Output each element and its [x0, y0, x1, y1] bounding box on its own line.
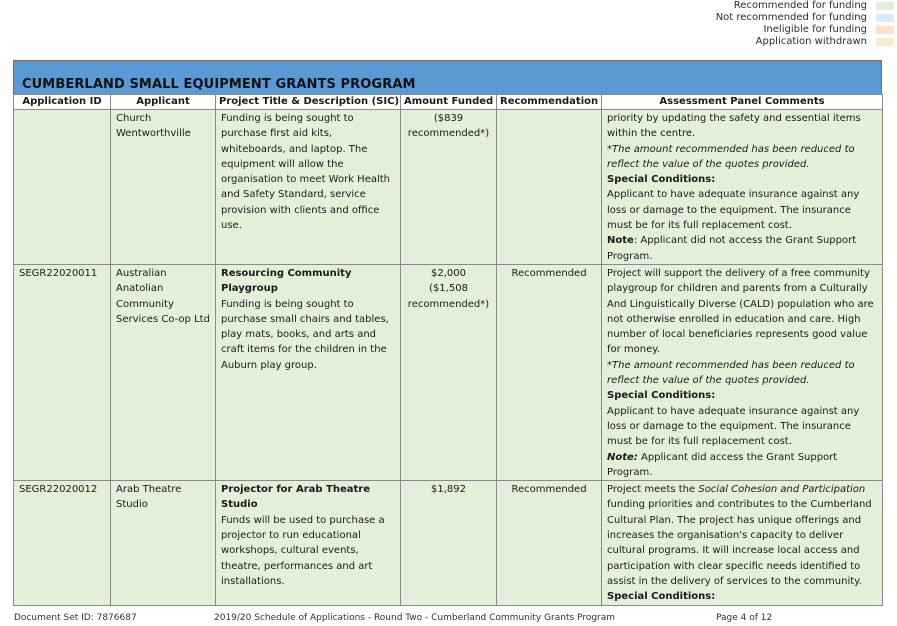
amount-requested: $2,000 [431, 267, 466, 279]
col-header-amount: Amount Funded [401, 95, 497, 110]
cell-recommendation: Recommended [497, 481, 602, 605]
cell-applicant: Church Wentworthville [111, 110, 216, 265]
legend-item-recommended [600, 0, 897, 12]
page-footer [14, 612, 884, 626]
cell-comments [602, 110, 883, 265]
cell-amount [401, 264, 497, 480]
legend-swatch [876, 2, 894, 10]
cell-application-id [14, 110, 111, 265]
program-title: CUMBERLAND SMALL EQUIPMENT GRANTS PROGRAM [22, 77, 416, 92]
note-label: Note [607, 235, 634, 247]
cell-application-id: SEGR22020011 [14, 264, 111, 480]
table-header-row [14, 95, 883, 110]
project-description: Funding is being sought to purchase first aid kits, whiteboards, and laptop. The equipment will allow the organisation to meet Work Health and Safety Standard, service provision with clients and office use. [221, 113, 391, 232]
project-description: Funds will be used to purchase a projector to run educational workshops, cultural events, theatre, performances and art installations. [221, 514, 385, 587]
footer-doc-title: 2019/20 Schedule of Applications - Round Two - Cumberland Community Grants Program [214, 613, 616, 623]
special-conditions-heading: Special Conditions: [607, 591, 716, 603]
program-title-bar [13, 60, 882, 95]
cell-application-id: SEGR22020012 [14, 481, 111, 605]
legend-item-ineligible [600, 24, 897, 36]
special-conditions-heading: Special Conditions: [607, 174, 716, 186]
cell-applicant: Australian Anatolian Community Services Co-op Ltd [111, 264, 216, 480]
cell-amount: ($839 recommended*) [401, 110, 497, 265]
grants-table [13, 94, 883, 606]
col-header-application-id: Application ID [14, 95, 111, 110]
note-text: Applicant did access the Grant Support Program. [607, 451, 838, 478]
col-header-project: Project Title & Description (SIC) [216, 95, 401, 110]
footer-page-number: Page 4 of 12 [716, 613, 773, 623]
project-description: Funding is being sought to purchase small chairs and tables, play mats, books, and arts and craft items for the children in the Auburn play group. [221, 298, 389, 371]
note-text: : Applicant did not access the Grant Support Program. [607, 235, 857, 262]
legend-item-withdrawn [600, 36, 897, 48]
col-header-recommendation: Recommendation [497, 95, 602, 110]
cell-project [216, 264, 401, 480]
project-title: Projector for Arab Theatre Studio [221, 484, 370, 511]
table-row [14, 264, 883, 480]
cell-project [216, 110, 401, 265]
legend-swatch [876, 14, 894, 22]
table-row [14, 481, 883, 605]
amount-recommended: ($1,508 recommended*) [407, 283, 490, 310]
legend-item-not-recommended [600, 12, 897, 24]
col-header-comments: Assessment Panel Comments [602, 95, 883, 110]
legend-swatch [876, 38, 894, 46]
legend-label: Recommended for funding [733, 0, 867, 11]
legend-label: Application withdrawn [755, 36, 867, 47]
col-header-applicant: Applicant [111, 95, 216, 110]
comment-text: Project will support the delivery of a free community playgroup for children and parents from a Culturally And Linguistically Diverse (CALD) population who are not otherwise enrolled in education and care. High number of local beneficiaries represents good value for money. [607, 267, 874, 356]
comment-reduction-note: *The amount recommended has been reduced to reflect the value of the quotes provided. [607, 359, 855, 387]
cell-comments [602, 481, 883, 605]
note-label: Note: [607, 451, 638, 463]
comment-text [607, 482, 877, 589]
cell-recommendation [497, 110, 602, 265]
comment-priority-name: Social Cohesion and Participation [698, 484, 866, 496]
cell-project [216, 481, 401, 605]
cell-applicant: Arab Theatre Studio [111, 481, 216, 605]
comment-text: priority by updating the safety and essential items within the centre. [607, 113, 861, 140]
comment-text-post: funding priorities and contributes to the Cumberland Cultural Plan. The project has unique offerings and increases the organisation's capacity to deliver cultural programs. It will increase local access and participation with clear specific needs identified to assist in the delivery of services to the community. [607, 499, 872, 587]
cell-comments [602, 264, 883, 480]
table-row [14, 110, 883, 265]
cell-amount: $1,892 [401, 481, 497, 605]
grant-support-note [607, 233, 877, 264]
special-conditions-heading: Special Conditions: [607, 390, 716, 402]
special-conditions-text: Applicant to have adequate insurance against any loss or damage to the equipment. The insurance must be for its full replacement cost. [607, 189, 860, 232]
grant-support-note [607, 450, 877, 481]
legend-swatch [876, 26, 894, 34]
cell-recommendation: Recommended [497, 264, 602, 480]
special-conditions-text: Applicant to have adequate insurance against any loss or damage to the equipment. The insurance must be for its full replacement cost. [607, 405, 860, 448]
project-title: Resourcing Community Playgroup [221, 267, 352, 295]
legend-label: Not recommended for funding [715, 12, 867, 23]
legend-label: Ineligible for funding [763, 24, 867, 35]
comment-reduction-note: *The amount recommended has been reduced to reflect the value of the quotes provided. [607, 143, 855, 170]
comment-text-pre: Project meets the [607, 484, 699, 496]
footer-doc-id: Document Set ID: 7876687 [14, 613, 137, 623]
